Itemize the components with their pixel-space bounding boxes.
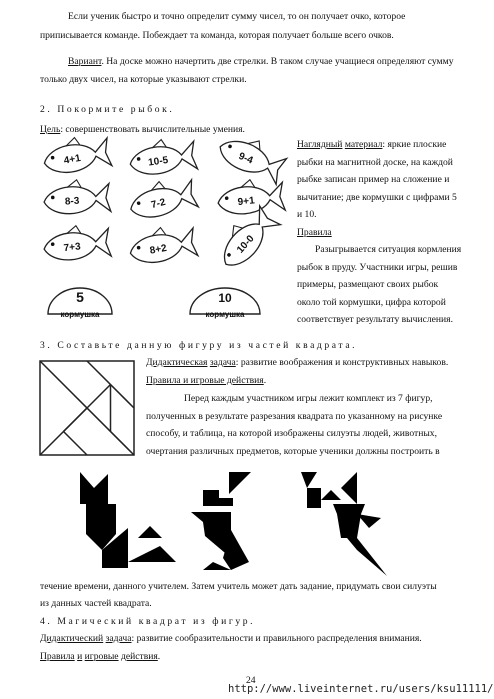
material-line-3: вычитание; две кормушки с цифрами 5 [297,191,457,203]
fish-card [43,178,111,217]
page-number: 24 [246,675,256,686]
fish-label: 4+1 [62,152,82,167]
rules-actions-line [146,374,266,388]
rules-label: Правила [297,226,332,238]
rules-line-4: соответствует результату вычисления. [297,314,453,325]
material-line-4: и 10. [297,209,317,220]
s3-line-2: способу, и таблица, на которой изображены силуэты людей, животных, [146,428,437,439]
rules-line-2: примеры, размещают своих рыбок [297,279,439,290]
material-line-2: рыбке записан пример на сложение и [297,174,450,185]
watermark-url: http://www.liveinternet.ru/users/ksu11111/ [228,683,494,695]
section-3-paragraph [146,390,466,460]
goal-text: : совершенствовать вычислительные умения. [60,124,245,135]
intro-line-2: приписывается команде. Побеждает та команда, которая получает больше всего очков. [40,30,394,41]
fish-label: 9+1 [237,195,256,209]
section-3-heading: 3. Составьте данную фигуру из частей квадрата. [40,340,358,351]
fish-label: 10-5 [147,154,169,169]
section-2-heading: 2. Покормите рыбок. [40,104,175,115]
material-line-1: рыбки на магнитной доске, на каждой [297,156,453,168]
fish-card [41,132,112,177]
fish-label: 7+3 [63,241,82,255]
material-label-a: Наглядный [297,139,343,150]
fish-illustration [38,138,288,318]
variant-text: . На доске можно начертить две стрелки. В таком случае учащиеся определяют сумму [101,56,454,67]
rules-line-1: рыбок в пруду. Участники игры, решив [297,261,458,273]
task-line [146,356,448,370]
feeder-10-label: кормушка [205,310,245,319]
s4-task-label-a: Дидактический [40,633,104,644]
section-4-heading: 4. Магический квадрат из фигур. [40,616,256,627]
fish-label: 8+2 [148,242,168,257]
rabbit-silhouette [183,466,271,576]
variant-line-1 [68,55,454,69]
fish-card [128,135,198,178]
goal-label: Цель [40,124,61,135]
s3-after-line-1: течение времени, данного учителем. Затем учитель может дать задание, придумать свои силуэты [40,581,437,592]
fish-card [42,222,111,263]
feeder-10-number: 10 [218,291,232,305]
s4-rules-a: Правила [40,651,75,662]
fish-label: 8-3 [64,195,80,208]
s4-task-line [40,632,422,646]
rules-line-0: Разыгрывается ситуация кормления [315,244,462,255]
fish-label: 7-2 [150,196,167,212]
task-text: : развитие воображения и конструктивных навыков. [235,357,449,368]
tangram-square-diagram [40,361,134,455]
task-label-b: задача [209,357,236,368]
s4-task-text: : развитие сообразительности и правильного распределения внимания. [131,633,422,644]
s4-rules-line [40,650,160,664]
fish-label: 10-0 [234,233,257,256]
goal-line [40,123,245,137]
material-block [297,136,462,329]
feeder-5-label: кормушка [60,310,100,319]
s3-after-line-2: из данных частей квадрата. [40,598,152,609]
fish-card [126,174,198,223]
s4-rules-d: действия [120,651,158,662]
feeder-5 [48,288,112,319]
s3-line-0: Перед каждым участником игры лежит комплект из 7 фигур, [184,393,433,404]
rules-actions-end: . [263,375,267,386]
material-line-0 [297,136,462,154]
feeder-5-number: 5 [76,289,84,305]
rules-line-3: около той кормушки, цифра которой [297,296,446,308]
fish-card [127,222,198,267]
intro-line-1: Если ученик быстро и точно определит сумму чисел, то он получает очко, которое [68,11,406,22]
s4-rules-end: . [157,651,161,662]
cat-silhouette [72,466,184,576]
rules-actions-label: Правила и игровые действия [146,375,264,386]
person-silhouette [297,466,393,580]
material-label-b: материал [344,139,383,150]
variant-label: Вариант [68,56,102,67]
variant-line-2: только двух чисел, на которые указывают стрелки. [40,74,247,85]
s4-rules-b: и [77,651,83,662]
material-text-0: : яркие плоские [382,139,447,150]
task-label-a: Дидактическая [146,357,208,368]
s3-line-1: полученных в результате разрезания квадрата по указанному на рисунке [146,410,443,422]
s4-rules-c: игровые [84,651,119,662]
fish-label: 9-4 [236,150,255,167]
s3-line-3: очертания различных предметов, которые ученики должны построить в [146,445,440,457]
s4-task-label-b: задача [105,633,132,644]
feeder-10 [190,288,260,319]
